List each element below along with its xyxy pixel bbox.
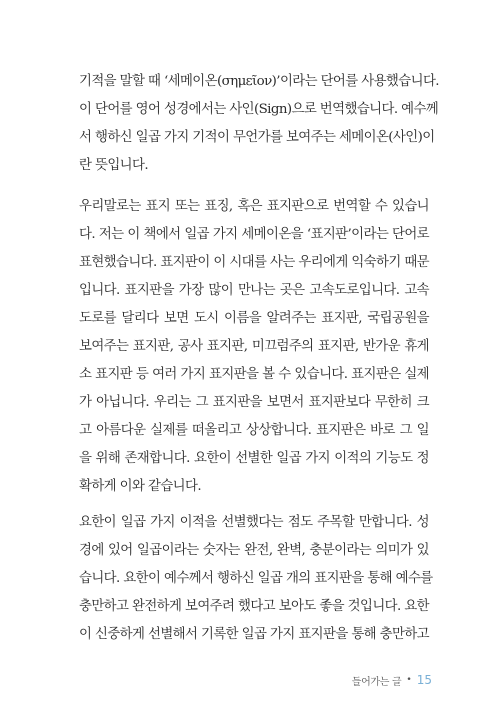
- text-line: 이 신중하게 선별해서 기록한 일곱 가지 표지판을 통해 충만하고: [79, 627, 429, 642]
- text-line: 도로를 달리다 보면 도시 이름을 알려주는 표지판, 국립공원을: [79, 311, 429, 326]
- text-line: 서 행하신 일곱 가지 기적이 무언가를 보여주는 세메이온(사인)이: [79, 130, 435, 145]
- text-line: 확하게 이와 같습니다.: [79, 479, 201, 494]
- paragraph-2: [79, 193, 429, 501]
- paragraph-1: [79, 68, 439, 180]
- paragraph-3: [79, 509, 433, 649]
- text-line: 표현했습니다. 표지판이 이 시대를 사는 우리에게 익숙하기 때문: [79, 255, 429, 270]
- text-line: 기적을 말할 때 ‘세메이온(σημεῖον)’이라는 단어를 사용했습니다.: [79, 74, 439, 89]
- page-footer: [352, 671, 432, 689]
- text-line: 입니다. 표지판을 가장 많이 만나는 곳은 고속도로입니다. 고속: [79, 283, 429, 298]
- running-footer-title: 들어가는 글: [351, 676, 402, 688]
- text-line: 경에 있어 일곱이라는 숫자는 완전, 완벽, 충분이라는 의미가 있: [79, 543, 429, 558]
- text-line: 란 뜻입니다.: [79, 158, 148, 173]
- text-line: 습니다. 요한이 예수께서 행하신 일곱 개의 표지판을 통해 예수를: [79, 571, 433, 586]
- text-line: 을 위해 존재합니다. 요한이 선별한 일곱 가지 이적의 기능도 정: [79, 451, 429, 466]
- text-line: 충만하고 완전하게 보여주려 했다고 보아도 좋을 것입니다. 요한: [79, 599, 429, 614]
- text-line: 다. 저는 이 책에서 일곱 가지 세메이온을 ‘표지판’이라는 단어로: [79, 227, 429, 242]
- text-line: 요한이 일곱 가지 이적을 선별했다는 점도 주목할 만합니다. 성: [79, 515, 429, 530]
- text-line: 고 아름다운 실제를 떠올리고 상상합니다. 표지판은 바로 그 일: [79, 423, 429, 438]
- text-line: 우리말로는 표지 또는 표징, 혹은 표지판으로 번역할 수 있습니: [79, 199, 429, 214]
- footer-separator: •: [406, 675, 412, 685]
- page-number: 15: [416, 673, 432, 687]
- text-line: 가 아닙니다. 우리는 그 표지판을 보면서 표지판보다 무한히 크: [79, 395, 429, 410]
- text-line: 소 표지판 등 여러 가지 표지판을 볼 수 있습니다. 표지판은 실제: [79, 367, 429, 382]
- text-line: 이 단어를 영어 성경에서는 사인(Sign)으로 번역했습니다. 예수께: [79, 102, 439, 117]
- text-line: 보여주는 표지판, 공사 표지판, 미끄럼주의 표지판, 반가운 휴게: [79, 339, 429, 354]
